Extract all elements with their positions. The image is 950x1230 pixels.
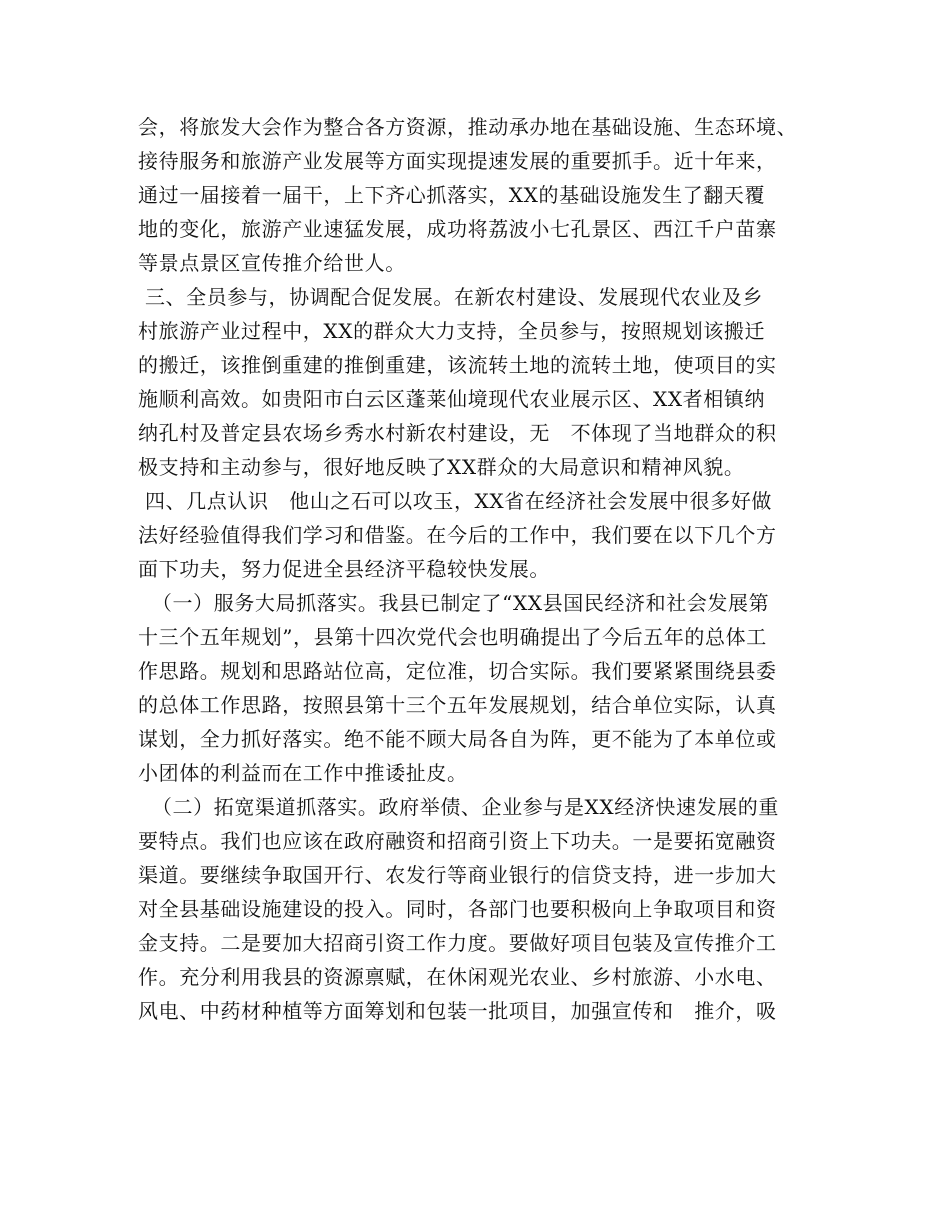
text-line: 极支持和主动参与，很好地反映了XX群众的大局意识和精神风貌。 [138,455,745,479]
text-line: 地的变化，旅游产业速猛发展，成功将荔波小七孔景区、西江千户苗寨 [138,217,777,241]
text-line: 对全县基础设施建设的投入。同时，各部门也要积极向上争取项目和资 [138,897,777,921]
text-line: 面下功夫，努力促进全县经济平稳较快发展。 [138,557,550,581]
text-line: 十三个五年规划”，县第十四次党代会也明确提出了今后五年的总体工 [138,625,767,649]
text-line: 施顺利高效。如贵阳市白云区蓬莱仙境现代农业展示区、XX者相镇纳 [138,387,766,411]
text-line: （二）拓宽渠道抓落实。政府举债、企业参与是XX经济快速发展的重 [138,795,779,819]
text-line: 渠道。要继续争取国开行、农发行等商业银行的信贷支持，进一步加大 [138,863,777,887]
text-line: 等景点景区宣传推介给世人。 [138,251,406,275]
text-line: 三、全员参与，协调配合促发展。在新农村建设、发展现代农业及乡 [138,285,763,309]
text-line: 会，将旅发大会作为整合各方资源，推动承办地在基础设施、生态环境、 [138,115,798,139]
text-line: 谋划，全力抓好落实。绝不能不顾大局各自为阵，更不能为了本单位或 [138,727,777,751]
text-line: 的总体工作思路，按照县第十三个五年发展规划，结合单位实际，认真 [138,693,777,717]
text-line: 四、几点认识 他山之石可以攻玉，XX省在经济社会发展中很多好做 [138,489,773,513]
text-line: 金支持。二是要加大招商引资工作力度。要做好项目包装及宣传推介工 [138,931,777,955]
text-line: 的搬迁，该推倒重建的推倒重建，该流转土地的流转土地，使项目的实 [138,353,777,377]
text-line: 小团体的利益而在工作中推诿扯皮。 [138,761,468,785]
text-line: （一）服务大局抓落实。我县已制定了“XX县国民经济和社会发展第 [138,591,770,615]
document-body [138,110,838,1028]
text-line: 通过一届接着一届干，上下齐心抓落实，XX的基础设施发生了翻天覆 [138,183,766,207]
text-line: 要特点。我们也应该在政府融资和招商引资上下功夫。一是要拓宽融资 [138,829,777,853]
text-line: 接待服务和旅游产业发展等方面实现提速发展的重要抓手。近十年来， [138,149,777,173]
text-line: 法好经验值得我们学习和借鉴。在今后的工作中，我们要在以下几个方 [138,523,777,547]
text-line: 风电、中药材种植等方面筹划和包装一批项目，加强宣传和 推介，吸 [138,999,777,1023]
text-line: 作思路。规划和思路站位高，定位准，切合实际。我们要紧紧围绕县委 [138,659,777,683]
text-line: 作。充分利用我县的资源禀赋，在休闲观光农业、乡村旅游、小水电、 [138,965,777,989]
text-line: 村旅游产业过程中，XX的群众大力支持，全员参与，按照规划该搬迁 [138,319,766,343]
text-line: 纳孔村及普定县农场乡秀水村新农村建设，无 不体现了当地群众的积 [138,421,777,445]
